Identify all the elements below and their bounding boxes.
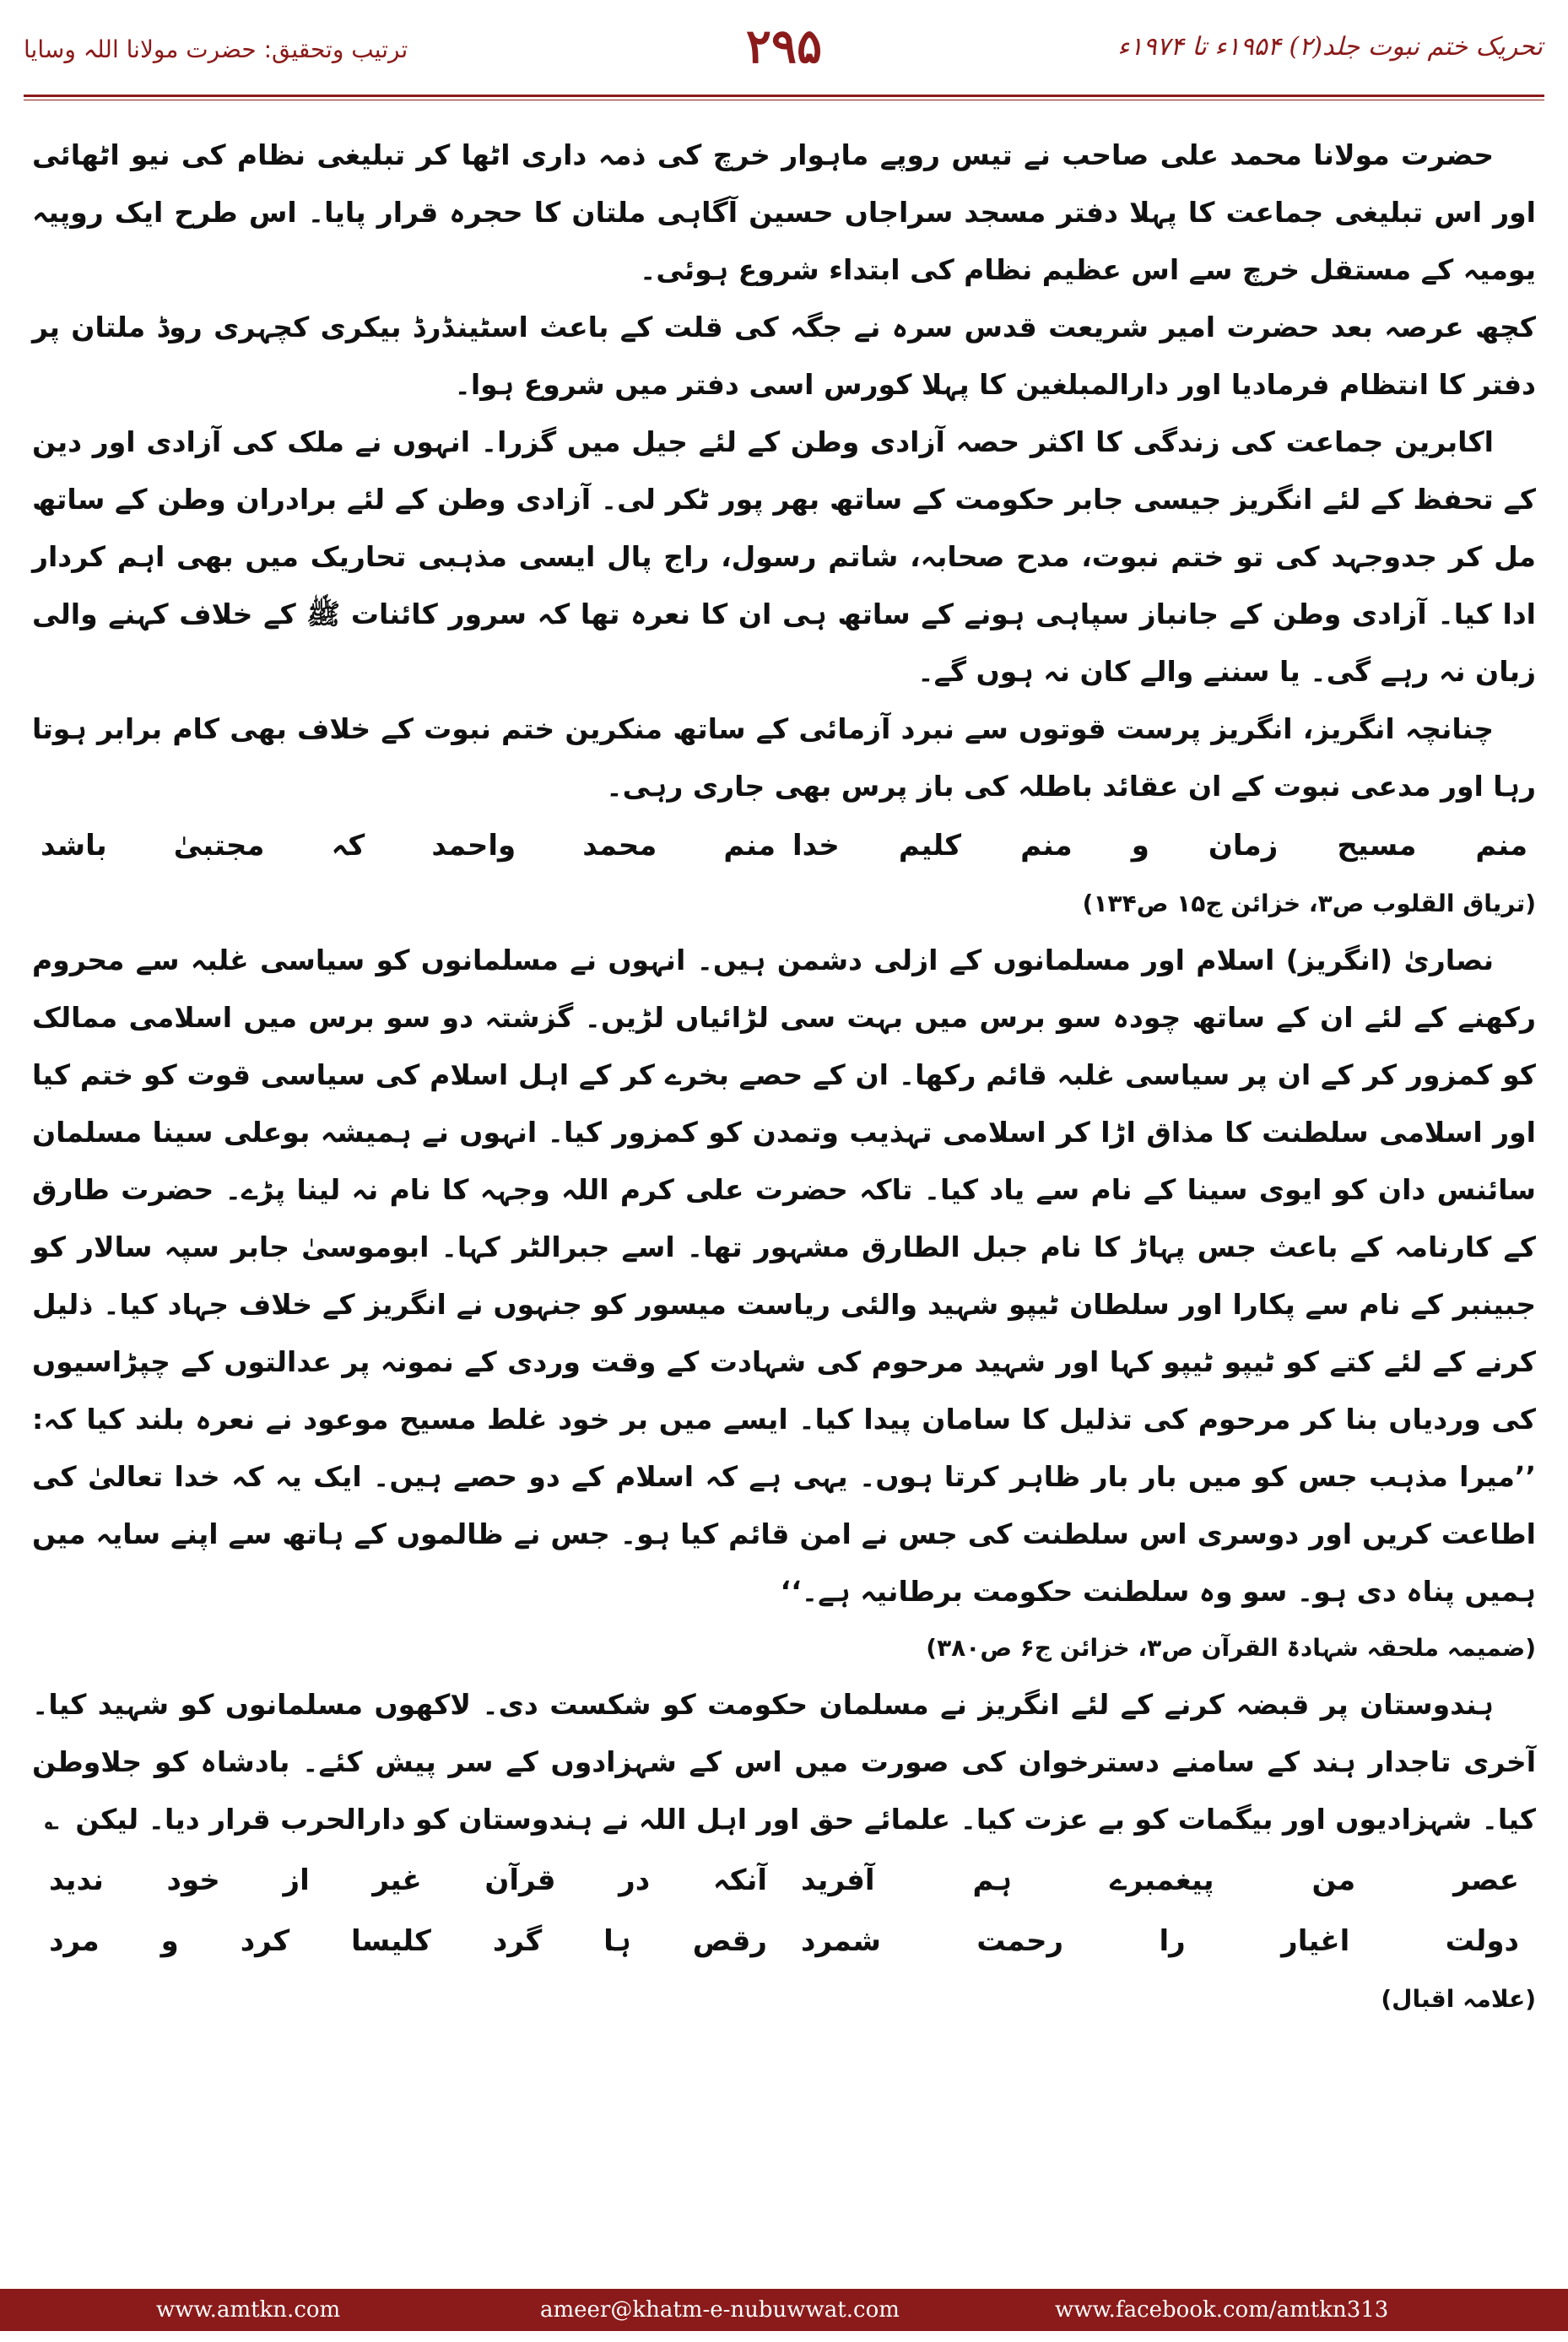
verse-word: و xyxy=(160,1924,179,1958)
footer-facebook-link[interactable]: www.facebook.com/amtkn313 xyxy=(1055,2297,1389,2323)
verse-word: منم xyxy=(723,829,776,863)
verse-word: قرآن xyxy=(484,1863,556,1897)
verse-word: اغیار xyxy=(1281,1924,1350,1958)
couplet-1-hemistich-right xyxy=(784,1850,1536,1911)
verse-word: عصر xyxy=(1453,1863,1519,1897)
verse-word: رقص xyxy=(692,1924,767,1958)
verse-word: آنکہ xyxy=(712,1863,767,1897)
page-body xyxy=(32,127,1536,2027)
page-footer xyxy=(0,2289,1568,2331)
verse-word: خود xyxy=(166,1863,220,1897)
book-title: تحریک ختم نبوت جلد(۲) ۱۹۵۴ء تا ۱۹۷۴ء xyxy=(1117,32,1543,62)
verse-word: واحمد xyxy=(431,829,516,863)
verse-word: کہ xyxy=(331,829,365,863)
verse-word: غیر xyxy=(372,1863,422,1897)
iqbal-couplet-2 xyxy=(32,1911,1536,1971)
verse-word: زمان xyxy=(1208,829,1279,863)
verse-word: رحمت xyxy=(976,1924,1064,1958)
persian-verse-1 xyxy=(32,815,1536,876)
verse-word: من xyxy=(1311,1863,1356,1897)
iqbal-couplet-1 xyxy=(32,1850,1536,1911)
verse-word: دولت xyxy=(1445,1924,1519,1958)
verse-word: باشد xyxy=(41,829,107,863)
verse-word: ہم xyxy=(972,1863,1013,1897)
verse-1-hemistich-right xyxy=(784,815,1536,876)
footer-email-link[interactable]: ameer@khatm-e-nubuwwat.com xyxy=(540,2297,900,2323)
paragraph-6 xyxy=(32,1676,1536,1850)
verse-word: کلیم xyxy=(898,829,962,863)
paragraph-6-text: ہندوستان پر قبضہ کرنے کے لئے انگریز نے مسلمان حکومت کو شکست دی۔ لاکھوں مسلمانوں کو شہید کیا۔ آخری تاجدار ہند کے سامنے دسترخوان کی صورت میں اس کے شہزادوں کے سر پیش کئے۔ بادشاہ کو جلاوطن کیا۔ شہزادیوں اور بیگمات کو بے عزت کیا۔ علمائے حق اور اہل اللہ نے ہندوستان کو دارالحرب قرار دیا۔ لیکن xyxy=(32,1688,1536,1836)
footer-website-link[interactable]: www.amtkn.com xyxy=(156,2297,341,2323)
verse-word: منم xyxy=(1020,829,1073,863)
verse-word: خدا xyxy=(792,829,840,863)
verse-word: آفرید xyxy=(801,1863,875,1897)
verse-word: محمد xyxy=(582,829,657,863)
verse-mark: ؎ xyxy=(44,1807,59,1835)
reference-1: (تریاق القلوب ص۳، خزائن ج۱۵ ص۱۳۴) xyxy=(1082,890,1536,917)
couplet-1-hemistich-left xyxy=(32,1850,784,1911)
verse-word: و xyxy=(1131,829,1149,863)
verse-word: کلیسا xyxy=(351,1924,431,1958)
paragraph-2: کچھ عرصہ بعد حضرت امیر شریعت قدس سرہ نے جگہ کی قلت کے باعث اسٹینڈرڈ بیکری کچہری روڈ ملتان پر دفتر کا انتظام فرمادیا اور دارالمبلغین کا پہلا کورس اسی دفتر میں شروع ہوا۔ xyxy=(32,311,1536,401)
couplet-2-hemistich-left xyxy=(32,1911,784,1971)
verse-word: ہا xyxy=(603,1924,631,1958)
header-rule xyxy=(24,95,1544,97)
verse-1-hemistich-left xyxy=(32,815,784,876)
verse-word: ندید xyxy=(49,1863,104,1897)
paragraph-1: حضرت مولانا محمد علی صاحب نے تیس روپے ماہوار خرچ کی ذمہ داری اٹھا کر تبلیغی نظام کی نیو اٹھائی اور اس تبلیغی جماعت کا پہلا دفتر مسجد سراجاں حسین آگاہی ملتان کا حجرہ قرار پایا۔ اس طرح ایک روپیہ یومیہ کے مستقل خرچ سے اس عظیم نظام کی ابتداء شروع ہوئی۔ xyxy=(32,138,1536,286)
paragraph-5: نصاریٰ (انگریز) اسلام اور مسلمانوں کے ازلی دشمن ہیں۔ انہوں نے مسلمانوں کو سیاسی غلبہ سے محروم رکھنے کے لئے ان کے ساتھ چودہ سو برس میں بہت سی لڑائیاں لڑیں۔ گزشتہ دو سو برس میں اسلامی ممالک کو کمزور کر کے ان پر سیاسی غلبہ قائم رکھا۔ ان کے حصے بخرے کر کے اہل اسلام کی سیاسی قوت کو ختم کیا اور اسلامی سلطنت کا مذاق اڑا کر اسلامی تہذیب وتمدن کو کمزور کیا۔ انہوں نے ہمیشہ بوعلی سینا مسلمان سائنس دان کو ایوی سینا کے نام سے یاد کیا۔ تاکہ حضرت علی کرم اللہ وجہہ کا نام نہ لینا پڑے۔ حضرت طارق کے کارنامہ کے باعث جس پہاڑ کا نام جبل الطارق مشہور تھا۔ اسے جبرالٹر کہا۔ ابوموسیٰ جابر سپہ سالار کو جبینبر کے نام سے پکارا اور سلطان ٹیپو شہید والئی ریاست میسور کو جنہوں نے انگریز کے خلاف جہاد کیا۔ ذلیل کرنے کے لئے کتے کو ٹیپو ٹیپو کہا اور شہید مرحوم کی شہادت کے وقت وردی کے نمونہ پر عدالتوں کے چپڑاسیوں کی وردیاں بنا کر مرحوم کی تذلیل کا سامان پیدا کیا۔ ایسے میں بر خود غلط مسیح موعود نے نعرہ بلند کیا کہ: ’’میرا مذہب جس کو میں بار بار ظاہر کرتا ہوں۔ یہی ہے کہ اسلام کے دو حصے ہیں۔ ایک یہ کہ خدا تعالیٰ کی اطاعت کریں اور دوسری اس سلطنت کی جس نے امن قائم کیا ہو۔ جس نے ظالموں کے ہاتھ سے اپنے سایہ میں ہمیں پناہ دی ہو۔ سو وہ سلطنت حکومت برطانیہ ہے۔‘‘ xyxy=(32,944,1536,1608)
reference-2: (ضمیمہ ملحقہ شہادۃ القرآن ص۳، خزائن ج۶ ص۳۸۰) xyxy=(926,1634,1536,1662)
page-header xyxy=(0,0,1568,101)
verse-word: گرد xyxy=(492,1924,543,1958)
verse-word: مسیح xyxy=(1337,829,1417,863)
verse-word: کرد xyxy=(240,1924,290,1958)
verse-word: در xyxy=(619,1863,651,1897)
verse-word: مجتبیٰ xyxy=(173,829,265,863)
verse-word: از xyxy=(283,1863,310,1897)
verse-word: شمرد xyxy=(801,1924,881,1958)
verse-word: را xyxy=(1159,1924,1186,1958)
paragraph-4: چنانچہ انگریز، انگریز پرست قوتوں سے نبرد آزمائی کے ساتھ منکرین ختم نبوت کے خلاف بھی کام برابر ہوتا رہا اور مدعی نبوت کے ان عقائد باطلہ کی باز پرس بھی جاری رہی۔ xyxy=(32,712,1536,803)
verse-word: مرد xyxy=(49,1924,100,1958)
verse-word: پیغمبرے xyxy=(1109,1863,1214,1897)
page-number: ۲۹۵ xyxy=(745,19,823,74)
reference-3: (علامہ اقبال) xyxy=(1381,1985,1536,2013)
compiler-credit: ترتیب وتحقیق: حضرت مولانا اللہ وسایا xyxy=(24,35,408,63)
paragraph-3: اکابرین جماعت کی زندگی کا اکثر حصہ آزادی وطن کے لئے جیل میں گزرا۔ انہوں نے ملک کی آزادی اور دین کے تحفظ کے لئے انگریز جیسی جابر حکومت کے ساتھ بھر پور ٹکر لی۔ آزادی وطن کے لئے برادران وطن کے ساتھ مل کر جدوجہد کی تو ختم نبوت، مدح صحابہ، شاتم رسول، راج پال ایسی مذہبی تحاریک میں بھی اہم کردار ادا کیا۔ آزادی وطن کے جانباز سپاہی ہونے کے ساتھ ہی ان کا نعرہ تھا کہ سرور کائنات ﷺ کے خلاف کہنے والی زبان نہ رہے گی۔ یا سننے والے کان نہ ہوں گے۔ xyxy=(32,425,1536,688)
couplet-2-hemistich-right xyxy=(784,1911,1536,1971)
verse-word: منم xyxy=(1475,829,1527,863)
